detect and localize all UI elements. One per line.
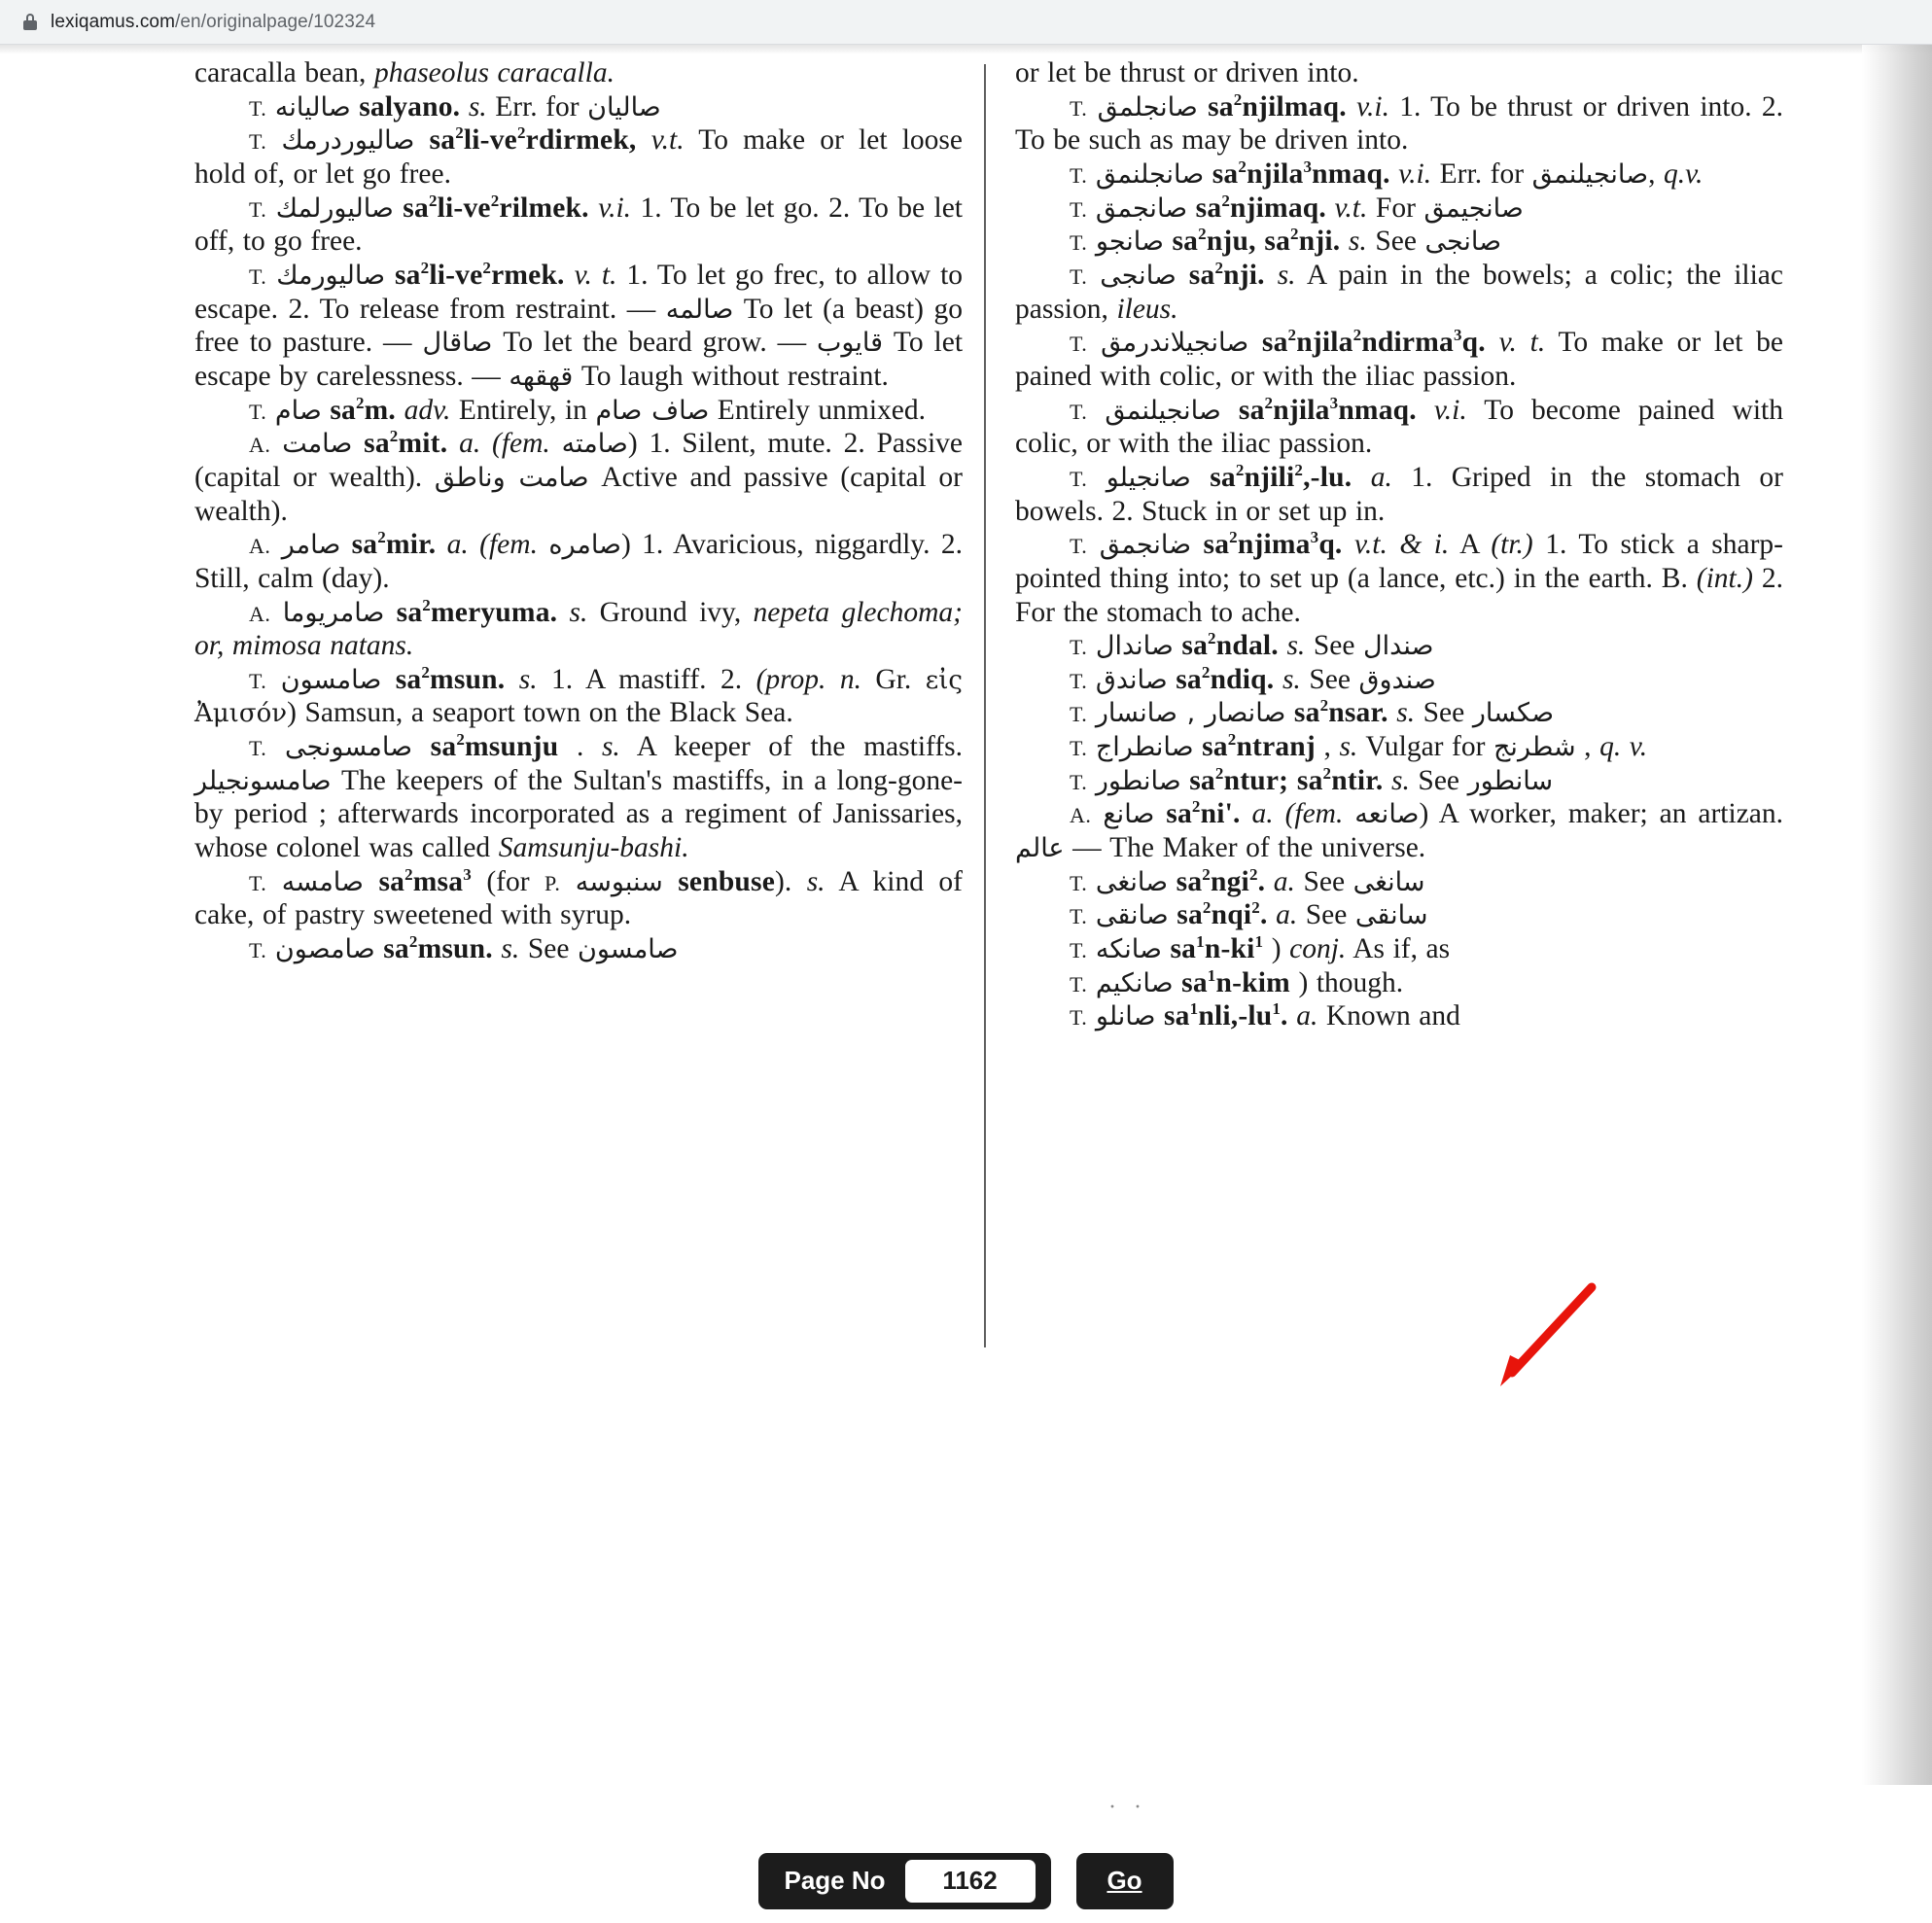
- dict-entry: T. صاليورلمك $sa^2li-ve^2rilmek$. v.i. 1. To be let go. 2. To be let off, to go free.: [194, 191, 964, 258]
- dict-entry: T. صامسونجى $sa^2msunju$ . s. A keeper of the mastiffs. صامسونجيلر The keepers of the Sultan's mastiffs, in a long-gone-by period ; afterwards incorporated as a regiment of Janissaries, whose colonel was called Samsunju-bashi.: [194, 730, 963, 864]
- page-footer-marks: · ·: [1108, 1795, 1147, 1820]
- url-host: lexiqamus.com: [51, 11, 176, 32]
- bottom-toolbar: [0, 1838, 1932, 1923]
- column-divider: [984, 64, 986, 1347]
- dict-entry: T. صانجى $sa^2nji$. s. A pain in the bowels; a colic; the iliac passion, ileus.: [1015, 259, 1783, 325]
- dict-entry: T. صانجلنمق $sa^2njila^3nmaq$. v.i. Err. for صانجيلنمق, q.v.: [1070, 157, 1704, 190]
- dict-entry: T. صامسون $sa^2msun$. s. 1. A mastiff. 2. (prop. n. Gr. εἰς Ἀμισόν) Samsun, a seaport town on the Black Sea.: [194, 662, 963, 729]
- dict-entry: T. صامسه $sa^2msa^3$ (for P. سنبوسه senbuse). s. A kind of cake, of pastry sweetened with syrup.: [194, 864, 963, 931]
- column-right: [986, 56, 1783, 1668]
- dict-entry: T. صانجيلو $sa^2njili^2,-lu$. a. 1. Griped in the stomach or bowels. 2. Stuck in or set up in.: [1015, 461, 1784, 527]
- scan-edge-right: [1862, 45, 1932, 1785]
- lock-icon: [23, 14, 37, 30]
- url-text: [51, 12, 375, 33]
- dict-entry: T. صاليورمك $sa^2li-ve^2rmek$. v. t. 1. To let go frec, to allow to escape. 2. To release from restraint. — صالمه To let (a beast) go free to pasture. — صاقال To let the beard grow. — قايوب To let escape by carelessness. — قهقهه To laugh without restraint.: [194, 259, 964, 392]
- dict-entry: A. صامريوما $sa^2meryuma$. s. Ground ivy, nepeta glechoma; or, mimosa natans.: [194, 595, 963, 662]
- dict-entry: T. صانجو $sa^2nju$, $sa^2nji$. s. See صانجى: [1070, 225, 1502, 258]
- dict-entry: T. صانطراج $sa^2ntranj$ , s. Vulgar for شطرنج , q. v.: [1070, 730, 1648, 763]
- browser-url-bar[interactable]: [0, 0, 1932, 45]
- dict-entry: or let be thrust or driven into.: [1015, 57, 1359, 88]
- dict-entry: T. صانلو $sa^1nli,-lu^1$. a. Known and: [1070, 999, 1460, 1032]
- dict-entry: T. صانجيلنمق $sa^2njila^3nmaq$. v.i. To become pained with colic, or with the iliac passion.: [1015, 393, 1783, 460]
- page-no-label: Page No: [784, 1866, 886, 1895]
- page-no-input[interactable]: [905, 1860, 1036, 1903]
- dict-entry: T. صاندال $sa^2ndal$. s. See صندال: [1070, 629, 1434, 662]
- dict-entry: T. صام $sa^2m$. adv. Entirely, in صاف صام Entirely unmixed.: [249, 393, 926, 426]
- page-columns: [194, 56, 1789, 1668]
- dict-entry: T. صامصون $sa^2msun$. s. See صامسون: [249, 932, 679, 965]
- page-no-group: [758, 1853, 1050, 1909]
- dict-entry: T. صانكه $sa^1n-ki^1$ ) conj. As if, as: [1070, 932, 1451, 965]
- dict-entry: T. صانقى $sa^2nqi^2$. a. See سانقى: [1070, 898, 1428, 931]
- go-button[interactable]: Go: [1076, 1853, 1174, 1909]
- dict-entry: T. صانجيلاندرمق $sa^2njila^2ndirma^3q$. v. t. To make or let be pained with colic, or with the iliac passion.: [1015, 326, 1783, 392]
- dict-entry: T. صانكيم $sa^1n$-kim ) though.: [1070, 965, 1404, 998]
- scan-edge-top: [0, 45, 1932, 54]
- dict-entry: T. صانغى $sa^2ngi^2$. a. See سانغى: [1070, 864, 1425, 897]
- dict-entry: T. صانجمق $sa^2njimaq$. v.t. For صانجيمق: [1070, 191, 1524, 224]
- dict-entry: T. صاليوردرمك $sa^2li-ve^2rdirmek$, v.t. To make or let loose hold of, or let go free.: [194, 123, 964, 190]
- dict-entry: T. صانجلمق $sa^2njilmaq$. v.i. 1. To be thrust or driven into. 2. To be such as may be driven into.: [1015, 89, 1784, 157]
- dict-entry: caracalla bean, phaseolus caracalla.: [194, 57, 615, 88]
- scanned-page-image: [0, 45, 1932, 1838]
- dict-entry: T. صاليانه salyano. s. Err. for صاليان: [249, 90, 661, 122]
- url-path: /en/originalpage/102324: [175, 11, 376, 32]
- dict-entry: T. ضانجمق $sa^2njima^3q$. v.t. & i. A (tr.) 1. To stick a sharp-pointed thing into; to set up (a lance, etc.) in the earth. B. (int.) 2. For the stomach to ache.: [1015, 528, 1783, 628]
- dict-entry-santur: T. صانطور $sa^2ntur$; $sa^2ntir$. s. See سانطور: [1070, 763, 1554, 796]
- dict-entry: T. صاندق $sa^2ndiq$. s. See صندوق: [1070, 662, 1436, 695]
- column-left: [194, 56, 984, 1668]
- dict-entry: T. صانصار , صانسار $sa^2nsar$. s. See صكسار: [1070, 696, 1555, 729]
- dict-entry: A. صامت $sa^2mit$. a. (fem. صامته) 1. Silent, mute. 2. Passive (capital or wealth). صامت وناطق Active and passive (capital or wealth).: [194, 427, 964, 527]
- dict-entry: A. صانع $sa^2ni'$. a. (fem. صانعه) A worker, maker; an artizan. عالم — The Maker of the universe.: [1015, 797, 1784, 864]
- dict-entry: A. صامر $sa^2mir$. a. (fem. صامره) 1. Avaricious, niggardly. 2. Still, calm (day).: [194, 528, 963, 594]
